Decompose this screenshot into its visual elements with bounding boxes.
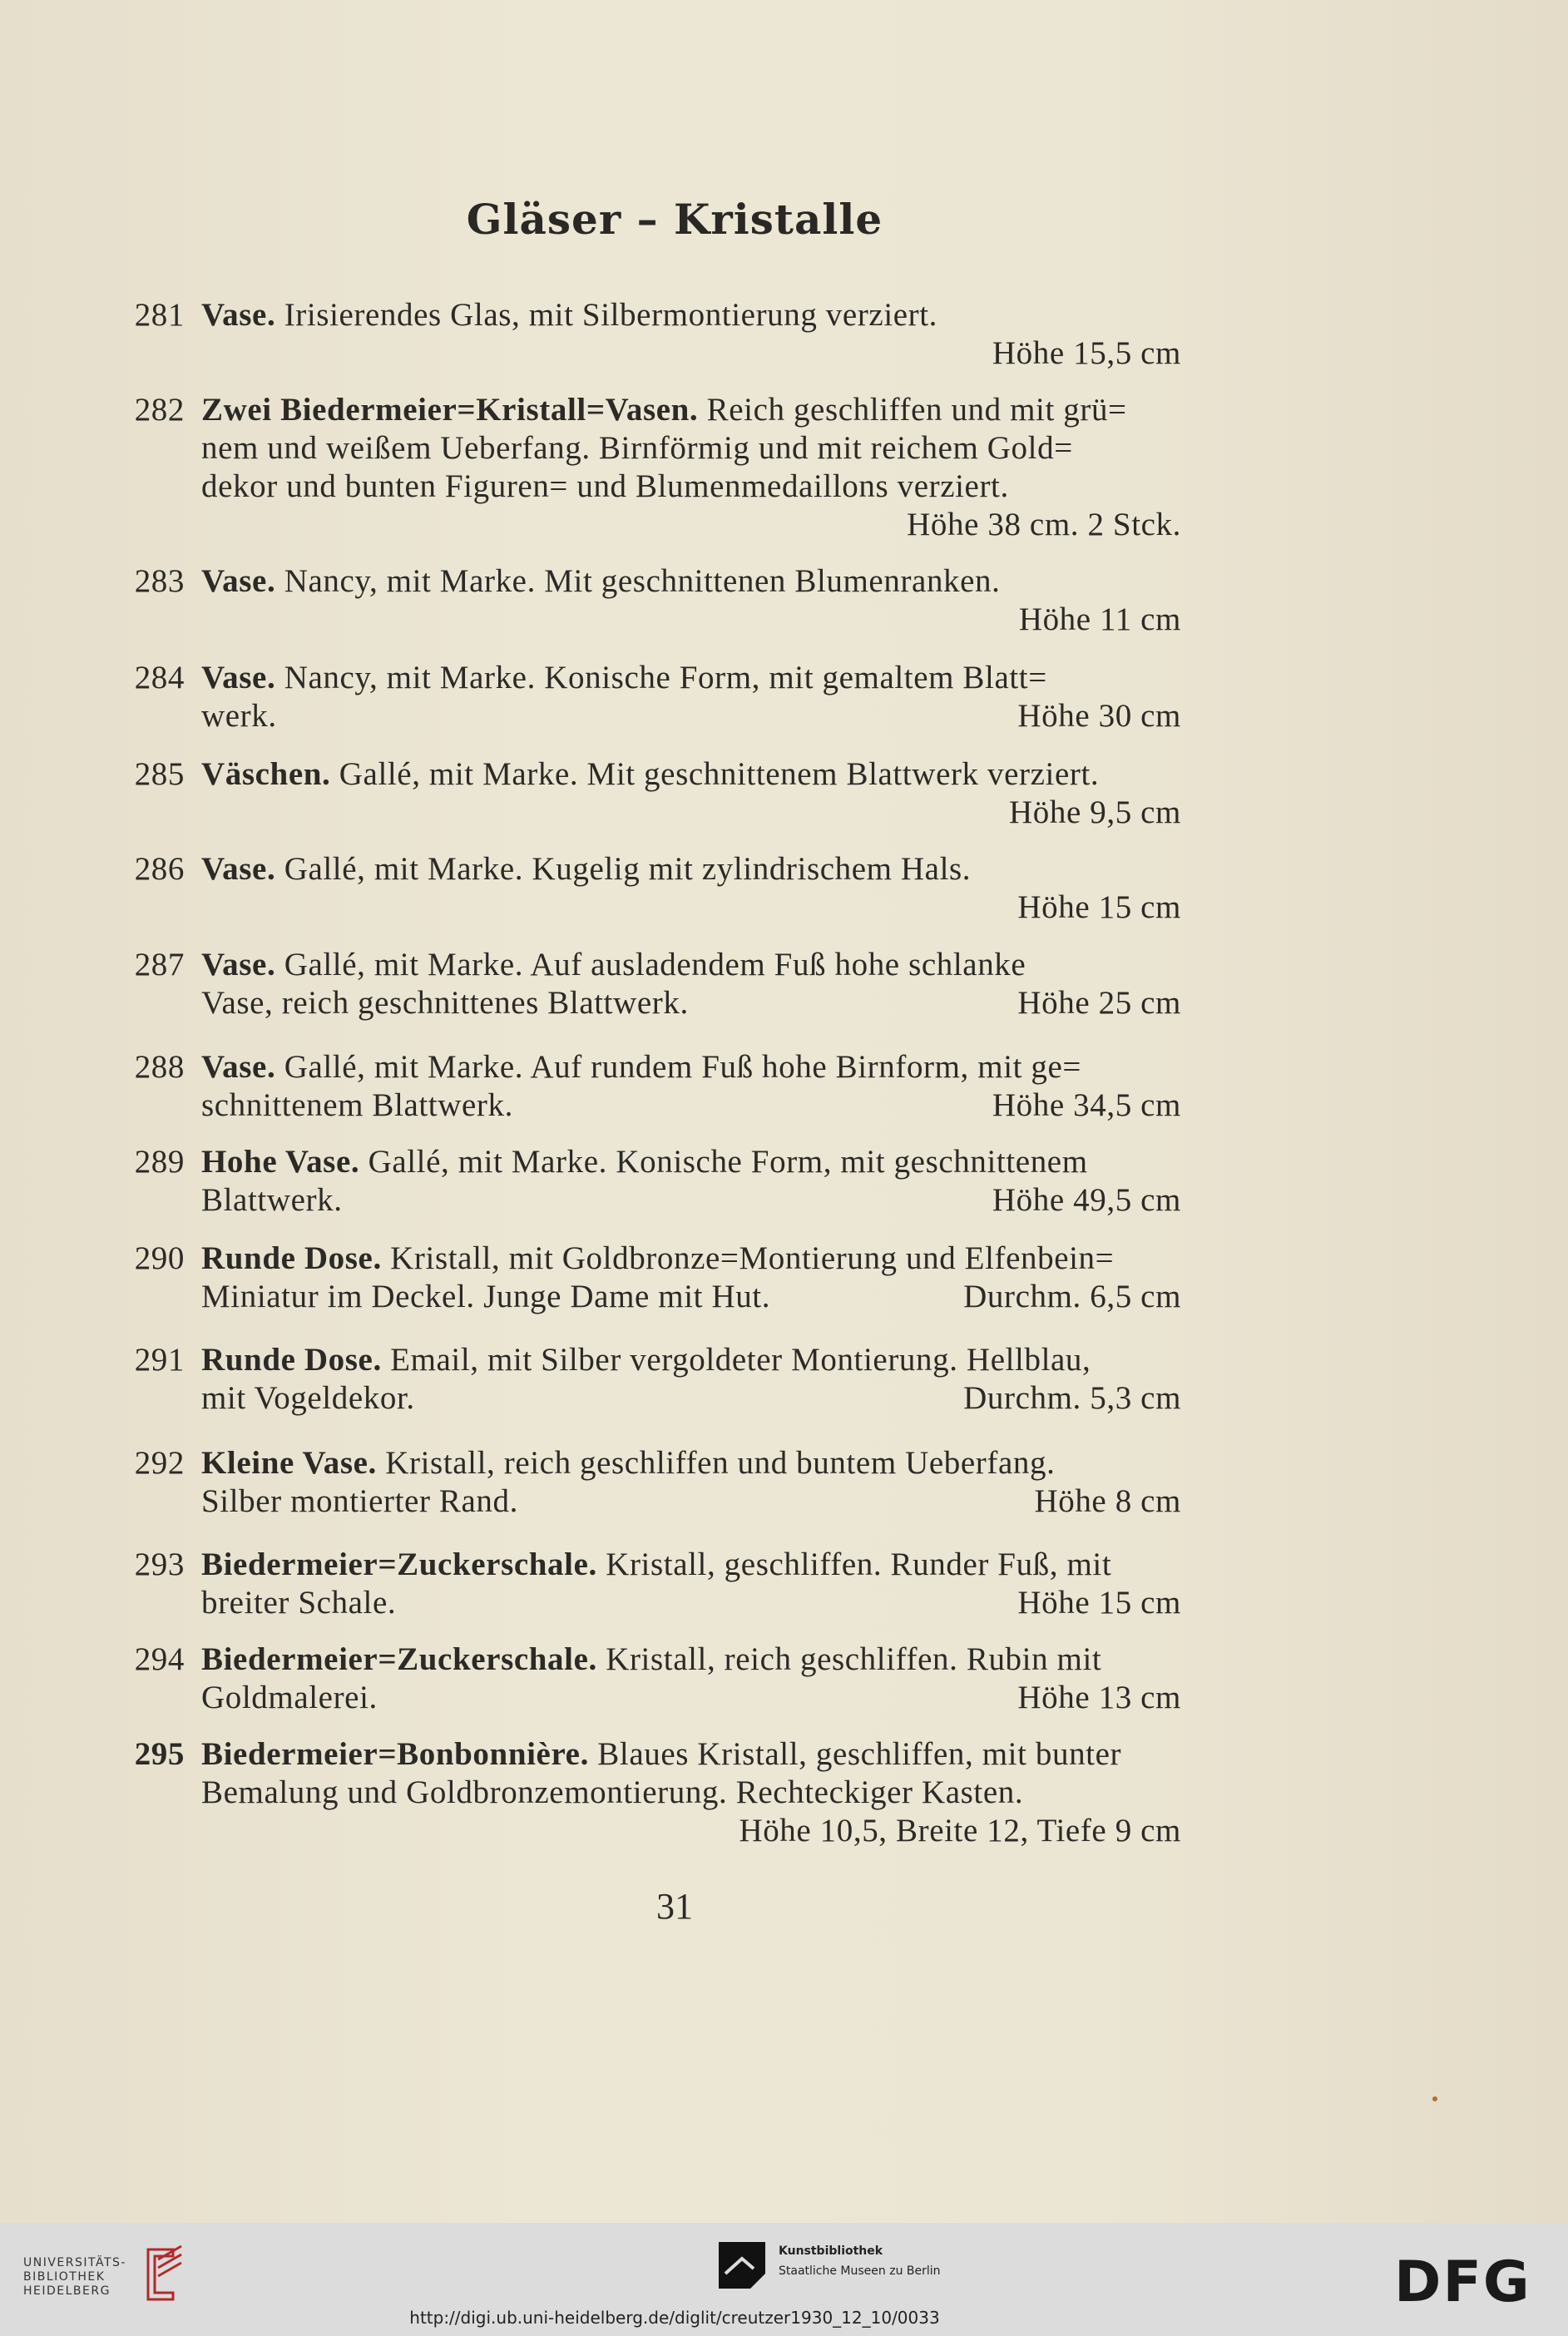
lot-number: 283 bbox=[134, 563, 185, 599]
lot-number: 288 bbox=[134, 1049, 185, 1085]
entry-line: Vase, reich geschnittenes Blattwerk. Höhe 25 cm bbox=[201, 985, 1181, 1021]
lot-title: Vase. bbox=[201, 947, 276, 982]
entry-line: schnittenem Blattwerk. Höhe 34,5 cm bbox=[201, 1087, 1181, 1123]
entry-line: Hohe Vase. Gallé, mit Marke. Konische Form, mit geschnittenem bbox=[201, 1144, 1088, 1180]
lot-measure: Höhe 11 cm bbox=[1018, 601, 1181, 637]
source-url-link[interactable]: http://digi.ub.uni-heidelberg.de/diglit/creutzer1930_12_10/0033 bbox=[409, 2308, 940, 2328]
lot-title: Vase. bbox=[201, 1049, 276, 1085]
lot-title: Biedermeier=Zuckerschale. bbox=[201, 1641, 597, 1677]
entry-line: Blattwerk. Höhe 49,5 cm bbox=[201, 1182, 1181, 1218]
entry-line: Biedermeier=Zuckerschale. Kristall, geschliffen. Runder Fuß, mit bbox=[201, 1547, 1112, 1582]
lot-measure: Höhe 49,5 cm bbox=[992, 1182, 1181, 1218]
lot-title: Runde Dose. bbox=[201, 1342, 382, 1378]
kunstbibliothek-label: Kunstbibliothek Staatliche Museen zu Berlin bbox=[779, 2244, 941, 2278]
entry-line: Runde Dose. Kristall, mit Goldbronze=Montierung und Elfenbein= bbox=[201, 1240, 1115, 1276]
entry-line: Vase. Gallé, mit Marke. Auf ausladendem Fuß hohe schlanke bbox=[201, 947, 1026, 982]
entry-line: Biedermeier=Bonbonnière. Blaues Kristall, geschliffen, mit bunter bbox=[201, 1736, 1122, 1772]
lot-title: Vase. bbox=[201, 851, 276, 887]
lot-title: Hohe Vase. bbox=[201, 1144, 360, 1180]
entry-line: Runde Dose. Email, mit Silber vergoldeter Montierung. Hellblau, bbox=[201, 1342, 1091, 1378]
lot-title: Biedermeier=Zuckerschale. bbox=[201, 1547, 597, 1582]
entry-line: Silber montierter Rand. Höhe 8 cm bbox=[201, 1483, 1181, 1519]
entry-line: Biedermeier=Zuckerschale. Kristall, reich geschliffen. Rubin mit bbox=[201, 1641, 1102, 1677]
lot-measure: Höhe 38 cm. 2 Stck. bbox=[907, 507, 1181, 542]
lot-title: Runde Dose. bbox=[201, 1240, 382, 1276]
entry-line: Goldmalerei. Höhe 13 cm bbox=[201, 1680, 1181, 1715]
lot-number: 294 bbox=[134, 1641, 185, 1677]
lot-title: Kleine Vase. bbox=[201, 1445, 377, 1481]
entry-line: Bemalung und Goldbronzemontierung. Rechteckiger Kasten. bbox=[201, 1774, 1024, 1810]
entry-line: Vase. Gallé, mit Marke. Kugelig mit zylindrischem Hals. bbox=[201, 851, 972, 887]
lot-number: 290 bbox=[134, 1240, 185, 1276]
lot-title: Biedermeier=Bonbonnière. bbox=[201, 1736, 589, 1772]
entry-line: dekor und bunten Figuren= und Blumenmedaillons verziert. bbox=[201, 468, 1009, 504]
lot-number: 284 bbox=[134, 660, 185, 695]
entry-line: breiter Schale. Höhe 15 cm bbox=[201, 1585, 1181, 1621]
paper-speck bbox=[1432, 2096, 1437, 2101]
lot-measure: Höhe 15 cm bbox=[1017, 889, 1181, 925]
lot-number: 281 bbox=[134, 297, 185, 333]
page-number: 31 bbox=[656, 1886, 693, 1927]
entry-line: Zwei Biedermeier=Kristall=Vasen. Reich geschliffen und mit grü= bbox=[201, 392, 1127, 428]
lot-title: Väschen. bbox=[201, 756, 331, 792]
university-library-logo-icon bbox=[140, 2241, 190, 2308]
lot-measure: Höhe 13 cm bbox=[1017, 1680, 1181, 1715]
dfg-logo: DFG bbox=[1394, 2249, 1531, 2315]
entry-line: Vase. Nancy, mit Marke. Konische Form, mit gemaltem Blatt= bbox=[201, 660, 1047, 695]
lot-number: 282 bbox=[134, 392, 185, 428]
lot-number: 287 bbox=[134, 947, 185, 982]
entry-line: Väschen. Gallé, mit Marke. Mit geschnittenem Blattwerk verziert. bbox=[201, 756, 1100, 792]
library-name: UNIVERSITÄTS- BIBLIOTHEK HEIDELBERG bbox=[23, 2256, 126, 2298]
lot-measure: Höhe 30 cm bbox=[1017, 698, 1181, 734]
lot-number: 293 bbox=[134, 1547, 185, 1582]
lot-measure: Durchm. 5,3 cm bbox=[963, 1380, 1181, 1416]
lot-title: Vase. bbox=[201, 563, 276, 599]
entry-line: Miniatur im Deckel. Junge Dame mit Hut. Durchm. 6,5 cm bbox=[201, 1279, 1181, 1314]
lot-measure: Höhe 25 cm bbox=[1017, 985, 1181, 1021]
entry-line: Kleine Vase. Kristall, reich geschliffen und buntem Ueberfang. bbox=[201, 1445, 1056, 1481]
entry-line: Vase. Nancy, mit Marke. Mit geschnittenen Blumenranken. bbox=[201, 563, 1001, 599]
lot-measure: Höhe 9,5 cm bbox=[1009, 794, 1181, 830]
lot-title: Vase. bbox=[201, 660, 276, 695]
lot-measure: Höhe 34,5 cm bbox=[992, 1087, 1181, 1123]
lot-measure: Höhe 15,5 cm bbox=[992, 335, 1181, 371]
lot-measure: Höhe 8 cm bbox=[1034, 1483, 1181, 1519]
page-title: Gläser – Kristalle bbox=[466, 195, 883, 244]
entry-line: werk. Höhe 30 cm bbox=[201, 698, 1181, 734]
entry-line: mit Vogeldekor. Durchm. 5,3 cm bbox=[201, 1380, 1181, 1416]
lot-measure: Höhe 10,5, Breite 12, Tiefe 9 cm bbox=[739, 1813, 1181, 1849]
lot-measure: Durchm. 6,5 cm bbox=[963, 1279, 1181, 1314]
lot-number: 286 bbox=[134, 851, 185, 887]
lot-number: 289 bbox=[134, 1144, 185, 1180]
entry-line: nem und weißem Ueberfang. Birnförmig und mit reichem Gold= bbox=[201, 430, 1073, 466]
lot-title: Vase. bbox=[201, 297, 276, 333]
lot-number: 285 bbox=[134, 756, 185, 792]
entry-line: Vase. Gallé, mit Marke. Auf rundem Fuß hohe Birnform, mit ge= bbox=[201, 1049, 1082, 1085]
lot-measure: Höhe 15 cm bbox=[1017, 1585, 1181, 1621]
kunstbibliothek-logo-icon bbox=[717, 2240, 769, 2290]
lot-number: 292 bbox=[134, 1445, 185, 1481]
entry-line: Vase. Irisierendes Glas, mit Silbermontierung verziert. bbox=[201, 297, 938, 333]
lot-number: 295 bbox=[134, 1736, 185, 1772]
lot-number: 291 bbox=[134, 1342, 185, 1378]
lot-title: Zwei Biedermeier=Kristall=Vasen. bbox=[201, 392, 699, 428]
